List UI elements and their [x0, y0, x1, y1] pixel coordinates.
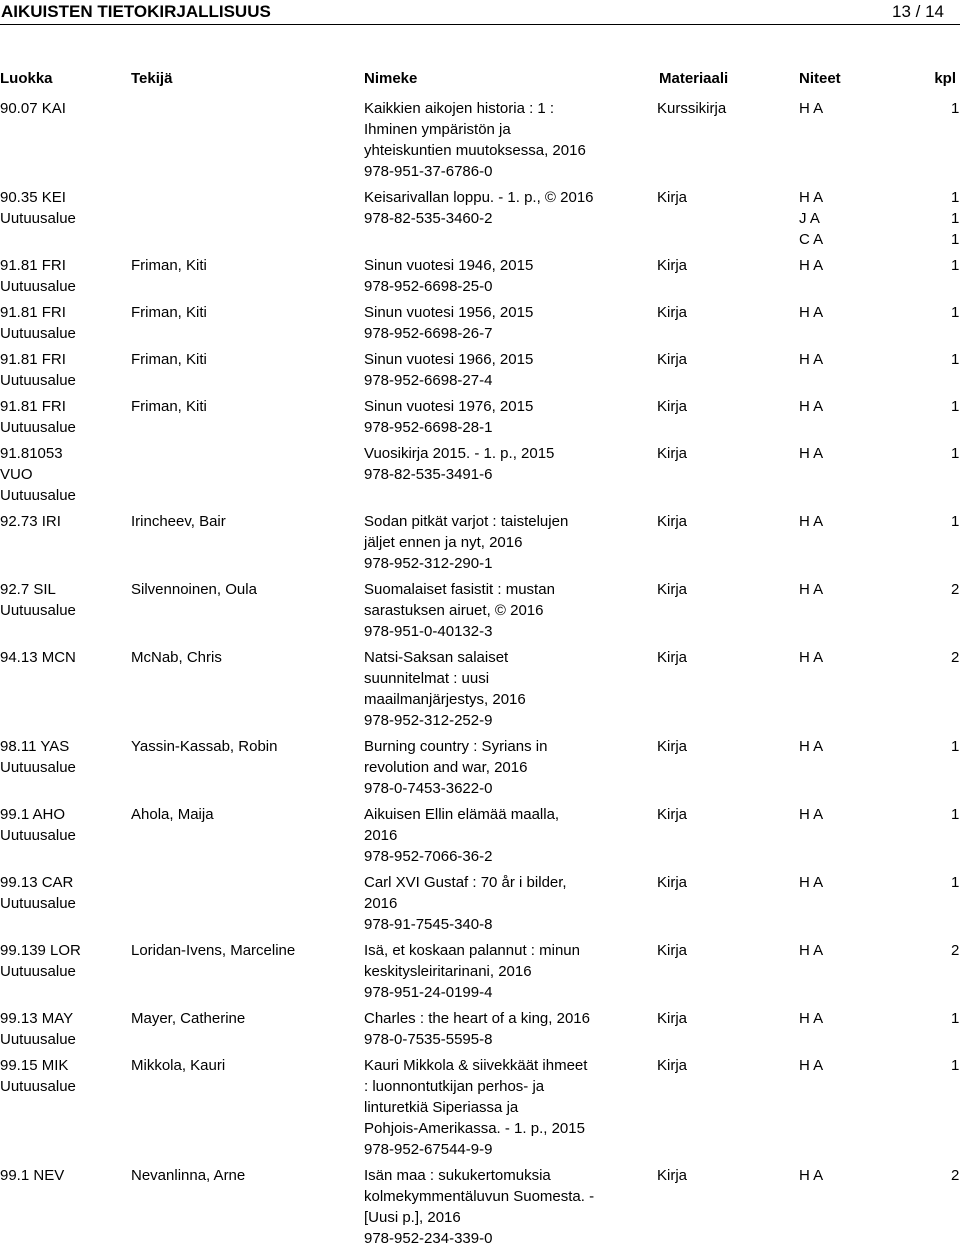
location-code: H A: [799, 513, 824, 530]
title-entry-line: 978-952-234-339-0: [364, 1230, 493, 1247]
author-line: Nevanlinna, Arne: [131, 1167, 246, 1184]
title-entry: [364, 302, 654, 344]
material-type-line: Kirja: [657, 445, 688, 462]
table-row: [0, 511, 960, 579]
location-code: H A: [799, 304, 824, 321]
copies: [799, 511, 960, 532]
title-entry-line: yhteiskuntien muutoksessa, 2016: [364, 142, 586, 159]
title-entry-line: keskitysleiritarinani, 2016: [364, 963, 532, 980]
location-code: J A: [799, 210, 820, 227]
copy-line: [799, 187, 960, 208]
class-code-line: Uutuusalue: [0, 419, 76, 436]
material-type: [657, 1165, 687, 1186]
location-code: H A: [799, 189, 824, 206]
class-code: [0, 1055, 76, 1097]
class-code: [0, 940, 81, 982]
location-code: H A: [799, 874, 824, 891]
title-entry: [364, 804, 654, 867]
copy-count: 1: [951, 513, 960, 530]
location-code: H A: [799, 649, 824, 666]
class-code-line: Uutuusalue: [0, 210, 76, 227]
author-line: Irincheev, Bair: [131, 513, 226, 530]
copy-count: 1: [951, 445, 960, 462]
material-type: [657, 1008, 687, 1029]
class-code: [0, 302, 76, 344]
copies: [799, 872, 960, 893]
title-entry-line: kolmekymmentäluvun Suomesta. -: [364, 1188, 595, 1205]
title-entry-line: 2016: [364, 827, 398, 844]
class-code: [0, 804, 76, 846]
class-code-line: Uutuusalue: [0, 895, 76, 912]
title-entry-line: 2016: [364, 895, 398, 912]
material-type: [657, 1055, 687, 1076]
title-entry: [364, 396, 654, 438]
material-type-line: Kirja: [657, 1057, 688, 1074]
title-entry-line: 978-951-37-6786-0: [364, 163, 493, 180]
copy-line: [799, 443, 960, 464]
title-entry-line: Suomalaiset fasistit : mustan: [364, 581, 555, 598]
copy-line: [799, 349, 960, 370]
copies: [799, 579, 960, 600]
material-type-line: Kirja: [657, 257, 688, 274]
col-header-tekija: Tekijä: [131, 70, 173, 87]
author-line: Friman, Kiti: [131, 257, 207, 274]
title-entry-line: 978-82-535-3491-6: [364, 466, 493, 483]
title-entry: [364, 1008, 654, 1050]
class-code-line: 92.7 SIL: [0, 581, 56, 598]
copies: [799, 647, 960, 668]
col-header-luokka: Luokka: [0, 70, 53, 87]
copies: [799, 349, 960, 370]
copy-line: [799, 98, 960, 119]
title-entry-line: Kauri Mikkola & siivekkäät ihmeet: [364, 1057, 588, 1074]
location-code: C A: [799, 231, 824, 248]
copies: [799, 396, 960, 417]
title-entry-line: revolution and war, 2016: [364, 759, 528, 776]
author: [131, 579, 257, 600]
title-entry-line: 978-91-7545-340-8: [364, 916, 493, 933]
title-entry-line: [Uusi p.], 2016: [364, 1209, 461, 1226]
author-line: Friman, Kiti: [131, 351, 207, 368]
material-type: [657, 349, 687, 370]
class-code: [0, 647, 76, 668]
author-line: Mayer, Catherine: [131, 1010, 246, 1027]
title-entry-line: 978-951-24-0199-4: [364, 984, 493, 1001]
material-type-line: Kirja: [657, 1167, 688, 1184]
author: [131, 1055, 225, 1076]
title-entry: [364, 511, 654, 574]
class-code-line: 90.07 KAI: [0, 100, 66, 117]
table-row: [0, 187, 960, 255]
title-entry-line: Isä, et koskaan palannut : minun: [364, 942, 580, 959]
author: [131, 511, 226, 532]
title-entry-line: sarastuksen airuet, © 2016: [364, 602, 544, 619]
copies: [799, 1055, 960, 1076]
class-code-line: Uutuusalue: [0, 1031, 76, 1048]
title-entry: [364, 443, 654, 485]
author: [131, 736, 277, 757]
title-entry-line: Kaikkien aikojen historia : 1 :: [364, 100, 555, 117]
class-code: [0, 1008, 76, 1050]
title-entry: [364, 940, 654, 1003]
material-type-line: Kirja: [657, 738, 688, 755]
material-type: [657, 511, 687, 532]
class-code-line: VUO: [0, 466, 33, 483]
class-code-line: Uutuusalue: [0, 1078, 76, 1095]
material-type-line: Kirja: [657, 398, 688, 415]
material-type-line: Kirja: [657, 874, 688, 891]
location-code: H A: [799, 1167, 824, 1184]
class-code-line: 91.81 FRI: [0, 257, 66, 274]
class-code: [0, 98, 66, 119]
title-entry: [364, 1165, 654, 1249]
title-entry-line: Sinun vuotesi 1966, 2015: [364, 351, 534, 368]
col-header-materiaali: Materiaali: [659, 70, 729, 87]
material-type-line: Kirja: [657, 649, 688, 666]
title-entry-line: Aikuisen Ellin elämää maalla,: [364, 806, 560, 823]
author: [131, 349, 207, 370]
table-row: [0, 396, 960, 443]
class-code-line: 92.73 IRI: [0, 513, 61, 530]
table-row: [0, 872, 960, 940]
material-type: [657, 443, 687, 464]
author: [131, 647, 222, 668]
copy-count: 1: [951, 210, 960, 227]
material-type-line: Kirja: [657, 304, 688, 321]
copies: [799, 1008, 960, 1029]
title-entry-line: 978-952-6698-28-1: [364, 419, 493, 436]
class-code-line: Uutuusalue: [0, 487, 76, 504]
title-entry-line: Carl XVI Gustaf : 70 år i bilder,: [364, 874, 567, 891]
title-entry-line: 978-0-7535-5595-8: [364, 1031, 493, 1048]
author: [131, 1008, 245, 1029]
author-line: Mikkola, Kauri: [131, 1057, 226, 1074]
title-entry-line: jäljet ennen ja nyt, 2016: [364, 534, 523, 551]
class-code-line: Uutuusalue: [0, 372, 76, 389]
author: [131, 940, 295, 961]
material-type: [657, 804, 687, 825]
title-entry: [364, 1055, 654, 1160]
copies: [799, 736, 960, 757]
copy-line: [799, 396, 960, 417]
copy-line: [799, 229, 960, 250]
class-code-line: 91.81053: [0, 445, 63, 462]
title-entry-line: 978-951-0-40132-3: [364, 623, 493, 640]
table-row: [0, 579, 960, 647]
title-entry-line: 978-952-67544-9-9: [364, 1141, 493, 1158]
class-code-line: 94.13 MCN: [0, 649, 76, 666]
author: [131, 804, 214, 825]
copy-line: [799, 647, 960, 668]
copy-count: 1: [951, 231, 960, 248]
title-entry-line: Sinun vuotesi 1956, 2015: [364, 304, 534, 321]
class-code-line: 99.13 MAY: [0, 1010, 74, 1027]
location-code: H A: [799, 1010, 824, 1027]
title-entry-line: Ihminen ympäristön ja: [364, 121, 511, 138]
table-row: [0, 804, 960, 872]
copy-count: 1: [951, 1057, 960, 1074]
copy-line: [799, 579, 960, 600]
class-code-line: 99.1 AHO: [0, 806, 66, 823]
class-code-line: 90.35 KEI: [0, 189, 66, 206]
author: [131, 255, 207, 276]
class-code-line: 99.15 MIK: [0, 1057, 69, 1074]
copy-count: 1: [951, 738, 960, 755]
title-entry: [364, 187, 654, 229]
document-title: AIKUISTEN TIETOKIRJALLISUUS: [1, 2, 271, 21]
material-type: [657, 579, 687, 600]
title-entry-line: 978-952-6698-25-0: [364, 278, 493, 295]
copy-count: 2: [951, 942, 960, 959]
copy-count: 1: [951, 257, 960, 274]
class-code: [0, 872, 76, 914]
class-code-line: 91.81 FRI: [0, 351, 66, 368]
author-line: Loridan-Ivens, Marceline: [131, 942, 296, 959]
table-row: [0, 98, 960, 187]
title-entry-line: linturetkiä Siperiassa ja: [364, 1099, 519, 1116]
author-line: Silvennoinen, Oula: [131, 581, 257, 598]
material-type-line: Kurssikirja: [657, 100, 727, 117]
author: [131, 1165, 245, 1186]
location-code: H A: [799, 445, 824, 462]
copy-count: 2: [951, 581, 960, 598]
copy-count: 1: [951, 351, 960, 368]
copy-count: 2: [951, 649, 960, 666]
table-row: [0, 443, 960, 511]
material-type: [657, 302, 687, 323]
class-code: [0, 255, 76, 297]
class-code-line: Uutuusalue: [0, 827, 76, 844]
title-entry-line: suunnitelmat : uusi: [364, 670, 490, 687]
class-code-line: 98.11 YAS: [0, 738, 70, 755]
table-row: [0, 736, 960, 804]
author: [131, 302, 207, 323]
title-entry: [364, 349, 654, 391]
material-type: [657, 736, 687, 757]
title-entry-line: Isän maa : sukukertomuksia: [364, 1167, 551, 1184]
title-entry-line: Natsi-Saksan salaiset: [364, 649, 509, 666]
col-header-nimeke: Nimeke: [364, 70, 418, 87]
page-header: [0, 0, 960, 25]
title-entry: [364, 255, 654, 297]
table-row: [0, 255, 960, 302]
copy-count: 1: [951, 189, 960, 206]
title-entry-line: Burning country : Syrians in: [364, 738, 548, 755]
material-type: [657, 98, 726, 119]
title-entry-line: 978-952-6698-26-7: [364, 325, 493, 342]
location-code: H A: [799, 581, 824, 598]
location-code: H A: [799, 257, 824, 274]
copies: [799, 98, 960, 119]
title-entry-line: maailmanjärjestys, 2016: [364, 691, 526, 708]
catalog-table: [0, 98, 960, 1254]
material-type: [657, 940, 687, 961]
title-entry-line: Sinun vuotesi 1976, 2015: [364, 398, 534, 415]
material-type-line: Kirja: [657, 581, 688, 598]
title-entry-line: Vuosikirja 2015. - 1. p., 2015: [364, 445, 555, 462]
title-entry-line: 978-82-535-3460-2: [364, 210, 493, 227]
title-entry-line: Charles : the heart of a king, 2016: [364, 1010, 590, 1027]
column-headers: [0, 70, 960, 90]
col-header-niteet: Niteet: [799, 70, 841, 87]
location-code: H A: [799, 351, 824, 368]
material-type: [657, 872, 687, 893]
class-code: [0, 443, 76, 506]
table-row: [0, 1008, 960, 1055]
copy-line: [799, 208, 960, 229]
class-code: [0, 736, 76, 778]
title-entry-line: 978-0-7453-3622-0: [364, 780, 493, 797]
page-number: 13 / 14: [892, 2, 944, 21]
copy-line: [799, 804, 960, 825]
copies: [799, 255, 960, 276]
location-code: H A: [799, 806, 824, 823]
copies: [799, 187, 960, 250]
material-type: [657, 647, 687, 668]
col-header-kpl: kpl: [934, 70, 956, 87]
material-type: [657, 255, 687, 276]
copy-line: [799, 511, 960, 532]
author-line: Ahola, Maija: [131, 806, 214, 823]
copies: [799, 804, 960, 825]
class-code-line: 91.81 FRI: [0, 398, 66, 415]
copies: [799, 302, 960, 323]
class-code: [0, 1165, 64, 1186]
class-code: [0, 396, 76, 438]
class-code-line: 99.1 NEV: [0, 1167, 65, 1184]
table-row: [0, 1055, 960, 1165]
class-code-line: 99.13 CAR: [0, 874, 74, 891]
class-code-line: 99.139 LOR: [0, 942, 81, 959]
copy-line: [799, 1165, 960, 1186]
class-code-line: Uutuusalue: [0, 602, 76, 619]
copy-line: [799, 872, 960, 893]
material-type-line: Kirja: [657, 942, 688, 959]
copy-line: [799, 1008, 960, 1029]
location-code: H A: [799, 100, 824, 117]
copy-count: 2: [951, 1167, 960, 1184]
title-entry-line: Sinun vuotesi 1946, 2015: [364, 257, 534, 274]
table-row: [0, 1165, 960, 1254]
table-row: [0, 302, 960, 349]
title-entry: [364, 647, 654, 731]
material-type-line: Kirja: [657, 806, 688, 823]
material-type-line: Kirja: [657, 351, 688, 368]
title-entry: [364, 98, 654, 182]
table-row: [0, 940, 960, 1008]
copy-count: 1: [951, 1010, 960, 1027]
title-entry: [364, 579, 654, 642]
class-code: [0, 579, 76, 621]
title-entry-line: Pohjois-Amerikassa. - 1. p., 2015: [364, 1120, 585, 1137]
author-line: Friman, Kiti: [131, 398, 207, 415]
class-code-line: 91.81 FRI: [0, 304, 66, 321]
material-type-line: Kirja: [657, 513, 688, 530]
author-line: McNab, Chris: [131, 649, 222, 666]
location-code: H A: [799, 942, 824, 959]
author-line: Friman, Kiti: [131, 304, 207, 321]
title-entry-line: 978-952-7066-36-2: [364, 848, 493, 865]
title-entry: [364, 872, 654, 935]
copies: [799, 443, 960, 464]
title-entry-line: Keisarivallan loppu. - 1. p., © 2016: [364, 189, 594, 206]
class-code-line: Uutuusalue: [0, 759, 76, 776]
location-code: H A: [799, 1057, 824, 1074]
copy-count: 1: [951, 874, 960, 891]
copy-line: [799, 302, 960, 323]
copy-line: [799, 940, 960, 961]
title-entry: [364, 736, 654, 799]
material-type: [657, 187, 687, 208]
class-code: [0, 187, 76, 229]
copies: [799, 940, 960, 961]
table-row: [0, 647, 960, 736]
copies: [799, 1165, 960, 1186]
title-entry-line: 978-952-6698-27-4: [364, 372, 493, 389]
location-code: H A: [799, 398, 824, 415]
class-code: [0, 349, 76, 391]
material-type: [657, 396, 687, 417]
material-type-line: Kirja: [657, 1010, 688, 1027]
location-code: H A: [799, 738, 824, 755]
class-code: [0, 511, 61, 532]
copy-count: 1: [951, 398, 960, 415]
material-type-line: Kirja: [657, 189, 688, 206]
copy-count: 1: [951, 806, 960, 823]
table-row: [0, 349, 960, 396]
class-code-line: Uutuusalue: [0, 278, 76, 295]
title-entry-line: Sodan pitkät varjot : taistelujen: [364, 513, 569, 530]
title-entry-line: 978-952-312-252-9: [364, 712, 493, 729]
title-entry-line: 978-952-312-290-1: [364, 555, 493, 572]
copy-line: [799, 736, 960, 757]
copy-line: [799, 255, 960, 276]
title-entry-line: : luonnontutkijan perhos- ja: [364, 1078, 545, 1095]
copy-count: 1: [951, 304, 960, 321]
class-code-line: Uutuusalue: [0, 963, 76, 980]
author-line: Yassin-Kassab, Robin: [131, 738, 278, 755]
copy-line: [799, 1055, 960, 1076]
copy-count: 1: [951, 100, 960, 117]
author: [131, 396, 207, 417]
class-code-line: Uutuusalue: [0, 325, 76, 342]
